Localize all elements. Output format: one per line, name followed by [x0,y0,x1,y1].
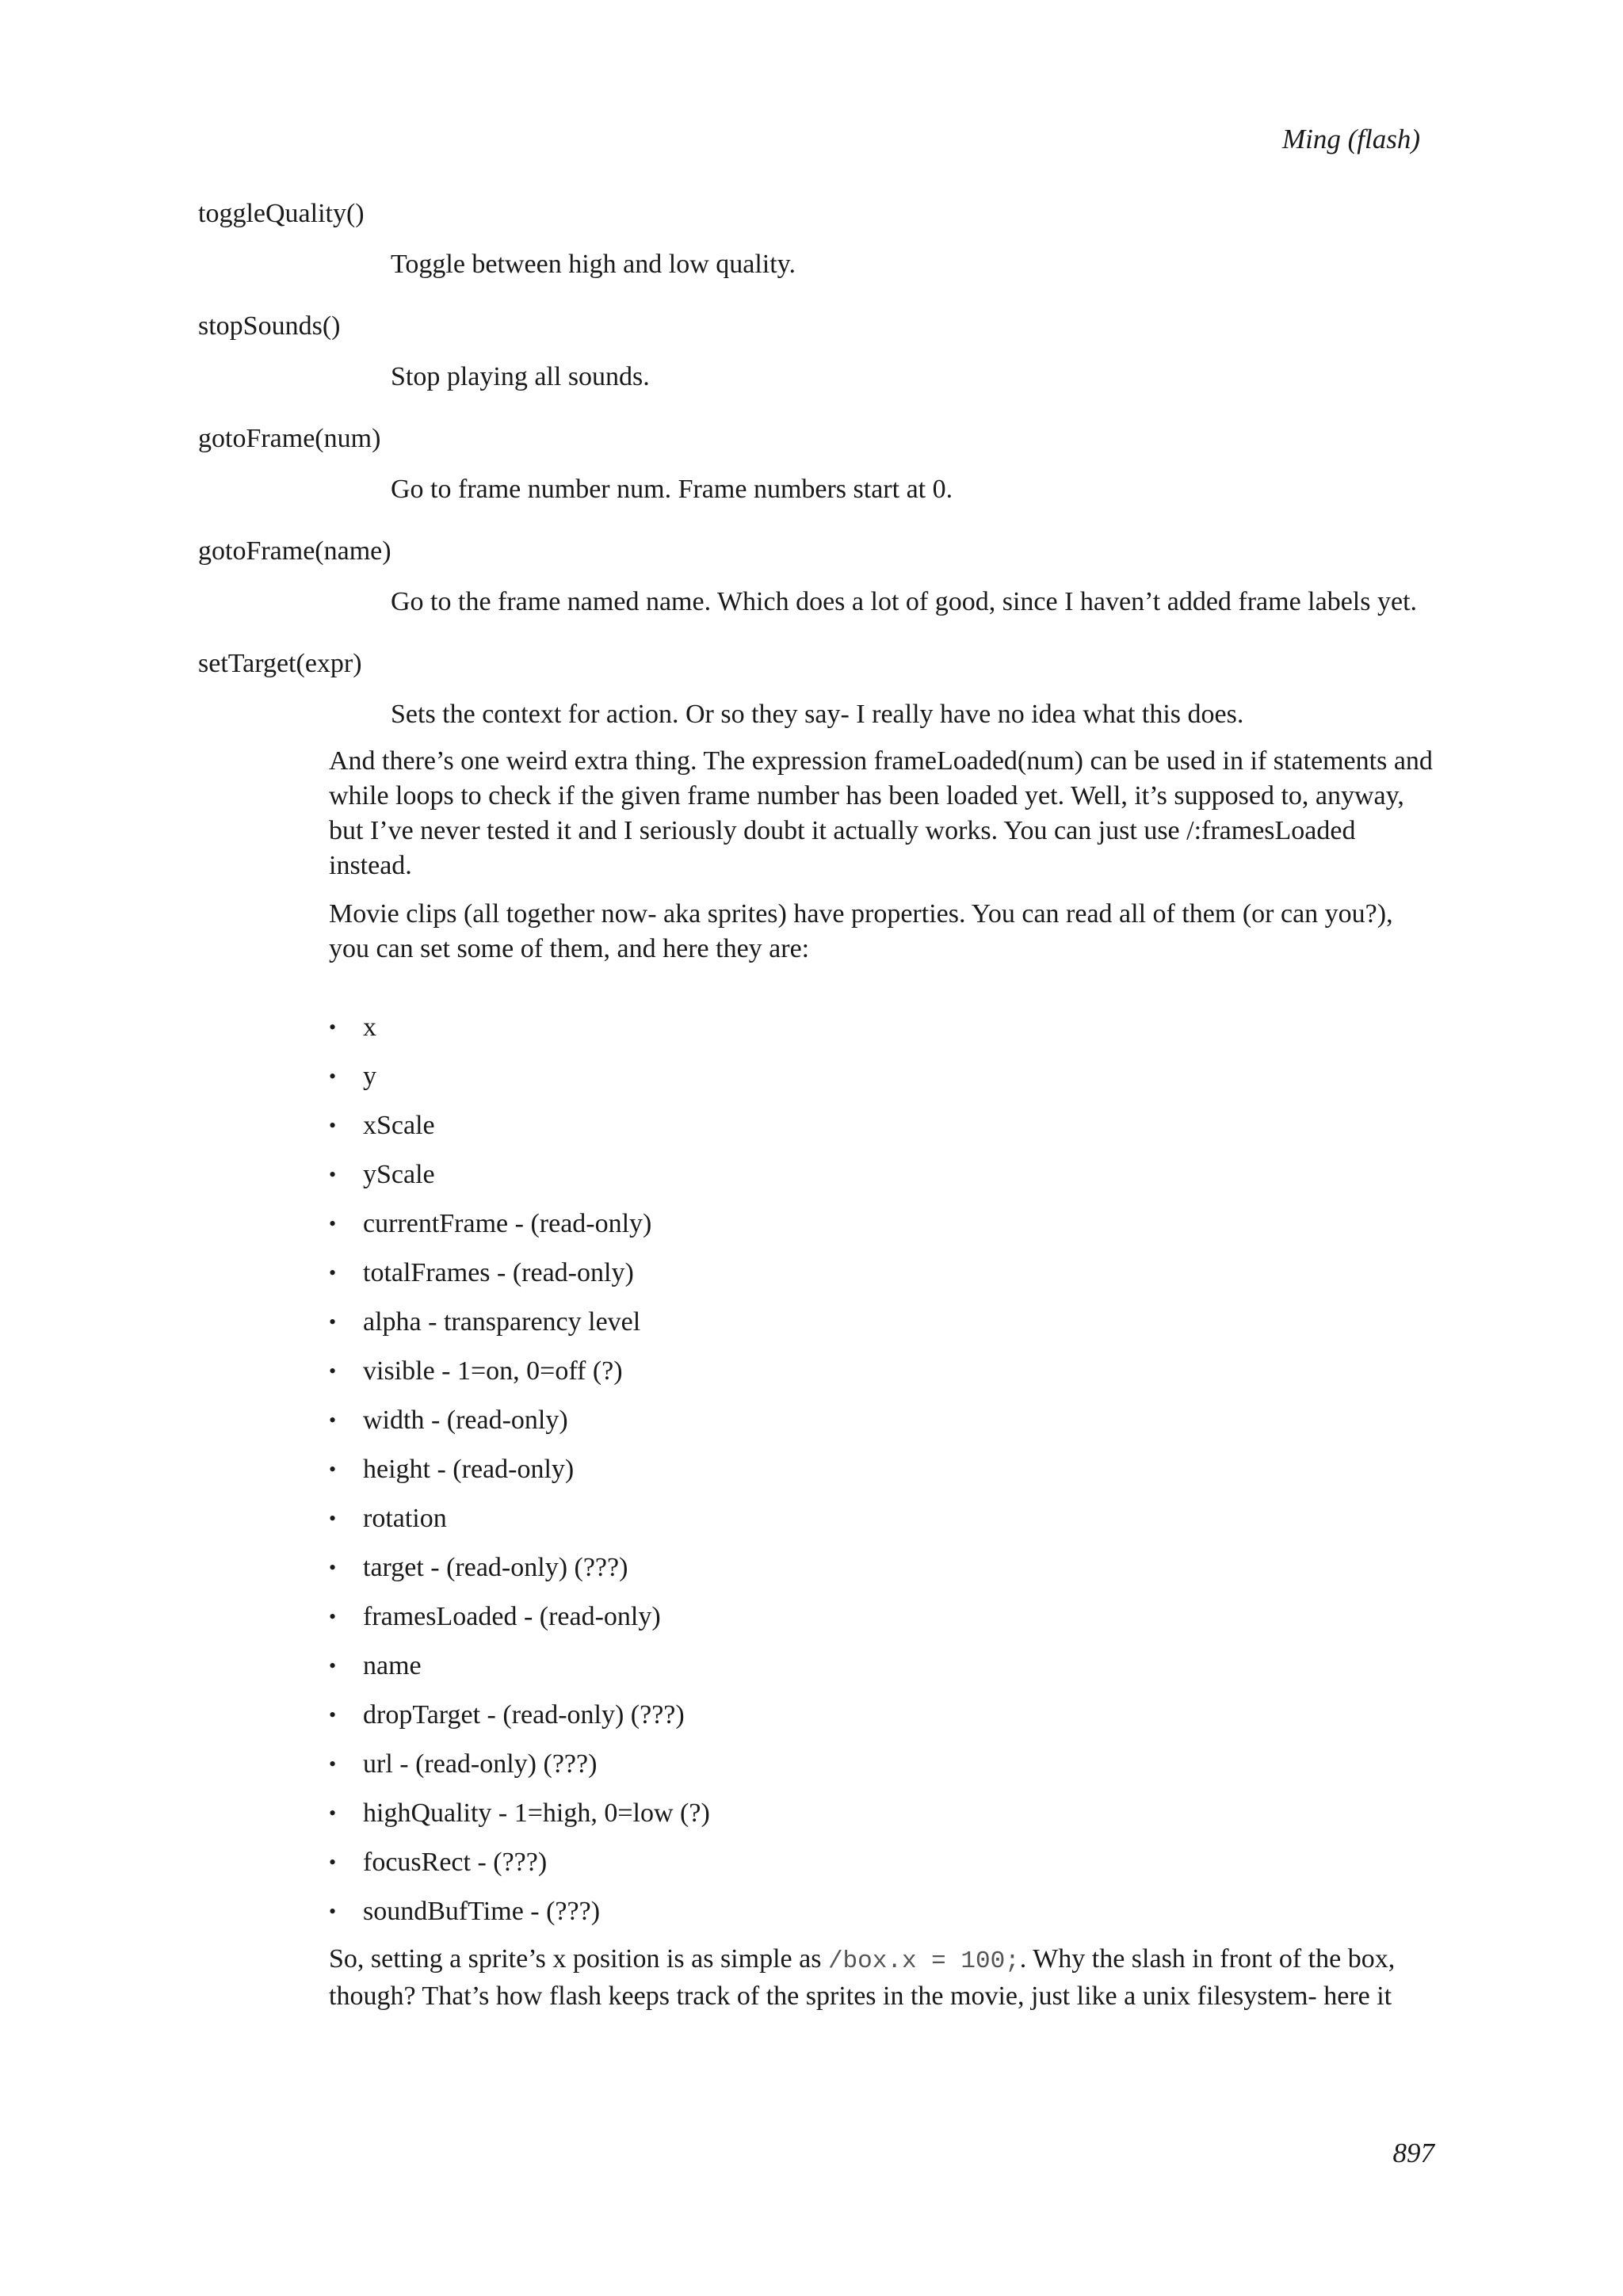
list-item [329,1108,1438,1158]
definition-entry [198,311,1434,423]
property-text: totalFrames - (read-only) [363,1258,634,1287]
bullet-icon: • [329,1016,337,1039]
paragraph-text: . Why the slash in front of the box, though? That’s how flash keeps track of the sprites in the movie, just like a unix filesystem- here it [329,1944,1396,2011]
property-text: width - (read-only) [363,1405,568,1435]
sprite-properties-list [329,1010,1438,1943]
property-text: focusRect - (???) [363,1848,548,1877]
bullet-icon: • [329,1703,337,1726]
bullet-icon: • [329,1163,337,1186]
list-item [329,1747,1438,1796]
function-name: gotoFrame(name) [198,536,391,566]
body-text [329,744,1438,2014]
function-name: setTarget(expr) [198,649,362,678]
list-item [329,1698,1438,1747]
bullet-icon: • [329,1556,337,1579]
property-text: alpha - transparency level [363,1307,641,1337]
function-name: stopSounds() [198,311,341,341]
bullet-icon: • [329,1507,337,1530]
property-text: height - (read-only) [363,1455,575,1484]
bullet-icon: • [329,1065,337,1088]
list-item [329,1305,1438,1354]
bullet-icon: • [329,1114,337,1137]
property-text: framesLoaded - (read-only) [363,1602,661,1631]
definition-entry [198,423,1434,536]
list-item [329,1256,1438,1305]
function-definition-list [198,198,1434,761]
bullet-icon: • [329,1851,337,1874]
function-description: Sets the context for action. Or so they say- I really have no idea what this does. [391,700,1244,729]
frame-loaded-paragraph: And there’s one weird extra thing. The expression frameLoaded(num) can be used in if statements and while loops to check if the given frame number has been loaded yet. Well, it’s supposed to, anyway, but I’ve never tested it and I seriously doubt it actually works. You can just use /:framesLoaded instead. [329,746,1433,880]
function-description: Toggle between high and low quality. [391,250,796,279]
sprite-position-paragraph [329,1942,1438,2014]
list-item [329,1894,1438,1943]
bullet-icon: • [329,1900,337,1923]
code-snippet: /box.x = 100; [827,1947,1020,1975]
function-description: Stop playing all sounds. [391,362,650,391]
property-text: name [363,1651,422,1680]
list-item [329,1845,1438,1894]
list-item [329,1158,1438,1207]
list-item [329,1649,1438,1698]
movie-clips-paragraph: Movie clips (all together now- aka sprites) have properties. You can read all of them (or can you?), you can set some of them, and here they are: [329,899,1393,963]
property-text: x [363,1013,376,1042]
list-item [329,1501,1438,1550]
property-text: yScale [363,1160,435,1189]
page-number: 897 [1392,2138,1434,2168]
function-name: toggleQuality() [198,199,365,228]
property-text: dropTarget - (read-only) (???) [363,1700,685,1730]
property-text: y [363,1062,376,1091]
list-item [329,1207,1438,1256]
definition-entry [198,536,1434,648]
list-item [329,1796,1438,1845]
property-text: currentFrame - (read-only) [363,1209,652,1238]
definition-entry [198,198,1434,311]
list-item [329,1452,1438,1501]
bullet-icon: • [329,1458,337,1481]
property-text: soundBufTime - (???) [363,1897,601,1926]
function-description: Go to the frame named name. Which does a lot of good, since I haven’t added frame labels yet. [391,587,1418,616]
property-text: url - (read-only) (???) [363,1749,598,1779]
property-text: rotation [363,1504,447,1533]
bullet-icon: • [329,1605,337,1628]
list-item [329,1600,1438,1649]
bullet-icon: • [329,1360,337,1383]
property-text: highQuality - 1=high, 0=low (?) [363,1798,710,1828]
property-text: xScale [363,1111,435,1140]
bullet-icon: • [329,1654,337,1677]
list-item [329,1403,1438,1452]
property-text: visible - 1=on, 0=off (?) [363,1356,623,1386]
bullet-icon: • [329,1310,337,1333]
bullet-icon: • [329,1212,337,1235]
list-item [329,1550,1438,1600]
bullet-icon: • [329,1261,337,1284]
list-item [329,1354,1438,1403]
list-item [329,1010,1438,1059]
function-description: Go to frame number num. Frame numbers start at 0. [391,475,953,504]
bullet-icon: • [329,1802,337,1825]
property-text: target - (read-only) (???) [363,1553,628,1582]
bullet-icon: • [329,1753,337,1775]
paragraph-text: So, setting a sprite’s x position is as simple as [329,1944,828,1974]
running-header: Ming (flash) [1281,124,1420,154]
list-item [329,1059,1438,1108]
function-name: gotoFrame(num) [198,424,381,453]
bullet-icon: • [329,1409,337,1432]
